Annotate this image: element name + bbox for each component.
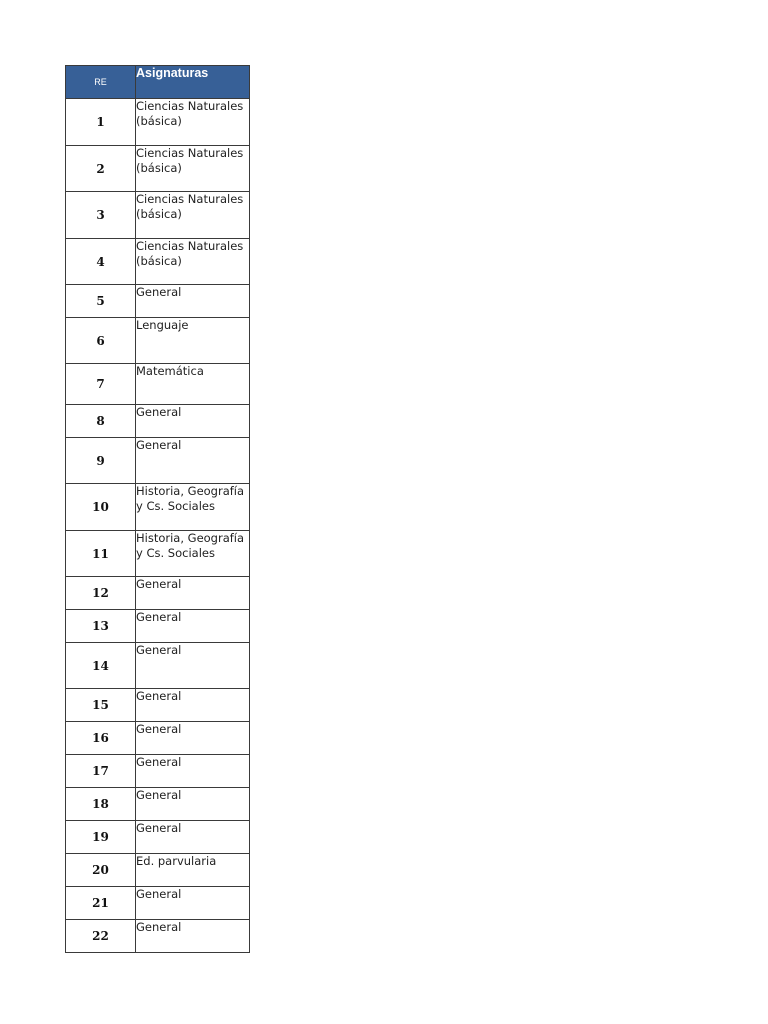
header-asignaturas: Asignaturas [136, 66, 250, 99]
subject-cell: General [136, 788, 250, 821]
re-cell: 9 [66, 438, 136, 484]
subject-cell: Ciencias Naturales (básica) [136, 146, 250, 192]
table-row [66, 146, 250, 192]
re-cell: 6 [66, 318, 136, 364]
re-cell: 15 [66, 689, 136, 722]
re-cell: 2 [66, 146, 136, 192]
subject-cell: Ed. parvularia [136, 854, 250, 887]
subject-cell: Ciencias Naturales (básica) [136, 99, 250, 146]
re-cell: 1 [66, 99, 136, 146]
subject-cell: Lenguaje [136, 318, 250, 364]
table-row [66, 887, 250, 920]
re-cell: 21 [66, 887, 136, 920]
table-row [66, 438, 250, 484]
table-row [66, 821, 250, 854]
subject-cell: General [136, 920, 250, 953]
re-cell: 11 [66, 531, 136, 577]
subject-cell: General [136, 755, 250, 788]
re-cell: 22 [66, 920, 136, 953]
re-cell: 8 [66, 405, 136, 438]
subjects-table [65, 65, 250, 953]
subject-cell: General [136, 285, 250, 318]
header-re: RE [66, 66, 136, 99]
table-row [66, 755, 250, 788]
re-cell: 4 [66, 239, 136, 285]
re-cell: 5 [66, 285, 136, 318]
table-row [66, 689, 250, 722]
table-row [66, 531, 250, 577]
table-row [66, 484, 250, 531]
subject-cell: General [136, 577, 250, 610]
table-row [66, 285, 250, 318]
subject-cell: Ciencias Naturales (básica) [136, 192, 250, 239]
table-row [66, 577, 250, 610]
table-row [66, 920, 250, 953]
re-cell: 10 [66, 484, 136, 531]
table-row [66, 643, 250, 689]
subject-cell: General [136, 689, 250, 722]
table-row [66, 610, 250, 643]
re-cell: 16 [66, 722, 136, 755]
table-row [66, 239, 250, 285]
table-row [66, 364, 250, 405]
subject-cell: General [136, 722, 250, 755]
subject-cell: General [136, 821, 250, 854]
subject-cell: Historia, Geografía y Cs. Sociales [136, 484, 250, 531]
re-cell: 17 [66, 755, 136, 788]
subject-cell: General [136, 438, 250, 484]
table-row [66, 405, 250, 438]
subject-cell: Matemática [136, 364, 250, 405]
re-cell: 12 [66, 577, 136, 610]
table-row [66, 788, 250, 821]
subject-cell: Historia, Geografía y Cs. Sociales [136, 531, 250, 577]
subject-cell: General [136, 405, 250, 438]
re-cell: 20 [66, 854, 136, 887]
header-row [66, 66, 250, 99]
re-cell: 18 [66, 788, 136, 821]
table-row [66, 854, 250, 887]
subject-cell: General [136, 643, 250, 689]
re-cell: 19 [66, 821, 136, 854]
re-cell: 14 [66, 643, 136, 689]
re-cell: 7 [66, 364, 136, 405]
table-row [66, 722, 250, 755]
subject-cell: General [136, 887, 250, 920]
table-row [66, 99, 250, 146]
subject-cell: General [136, 610, 250, 643]
subject-cell: Ciencias Naturales (básica) [136, 239, 250, 285]
table-body [66, 99, 250, 953]
table-row [66, 192, 250, 239]
table-row [66, 318, 250, 364]
re-cell: 13 [66, 610, 136, 643]
re-cell: 3 [66, 192, 136, 239]
